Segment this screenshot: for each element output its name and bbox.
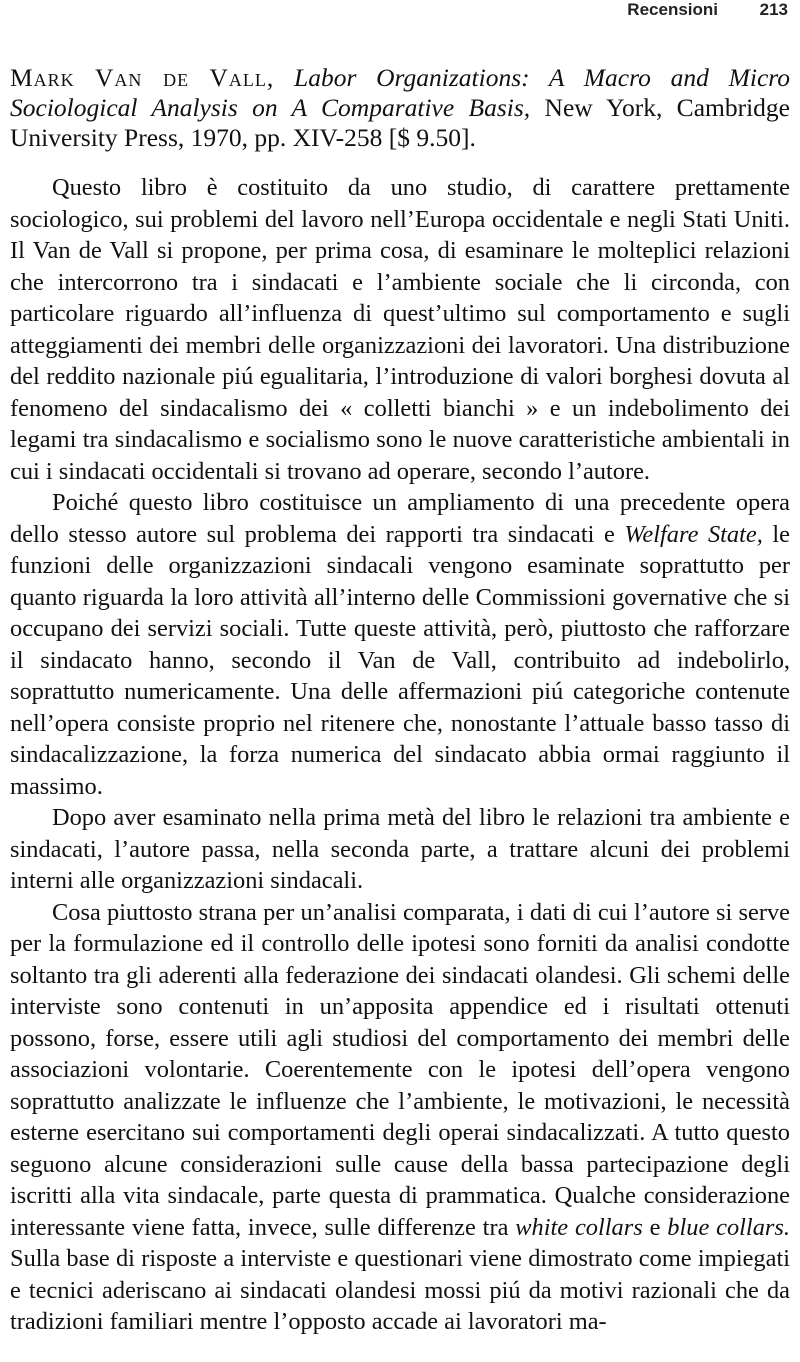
running-header: [0, 0, 800, 22]
publication-info: New York, Cambridge University Press, 1970, pp. XIV-258 [$ 9.50].: [10, 93, 790, 152]
review-body: [10, 172, 790, 1338]
book-author: Mark Van de Vall,: [10, 63, 275, 92]
review-paragraph-4: [10, 897, 790, 1338]
white-collars-term: white collars: [515, 1213, 643, 1241]
section-title: Recensioni: [627, 0, 718, 19]
blue-collars-term: blue collars.: [667, 1213, 790, 1241]
paragraph-2-text-a: Poiché questo libro costituisce un ampliamento di una precedente opera dello stesso autore sul problema dei rapporti tra sindacati e: [10, 489, 790, 548]
book-citation: [10, 63, 790, 153]
review-paragraph-2: [10, 487, 790, 802]
conjunction: e: [649, 1213, 661, 1241]
paragraph-4-text-b: Sulla base di risposte a interviste e questionari viene dimostrato come impiegati e tecnici aderiscano ai sindacati olandesi mossi piú da motivi razionali che da tradizioni familiari mentre l’opposto accade ai lavoratori ma-: [10, 1245, 790, 1335]
review-paragraph-3: Dopo aver esaminato nella prima metà del libro le relazioni tra ambiente e sindacati, l’autore passa, nella seconda parte, a trattare alcuni dei problemi interni alle organizzazioni sindacali.: [10, 804, 790, 894]
welfare-state-term: Welfare State,: [624, 520, 763, 548]
book-title: Labor Organizations: A Macro and Micro Sociological Analysis on A Comparative Basis,: [10, 63, 790, 122]
paragraph-4-text-a: Cosa piuttosto strana per un’analisi comparata, i dati di cui l’autore si serve per la formulazione ed il controllo delle ipotesi sono forniti da analisi condotte soltanto tra gli aderenti alla federazione dei sindacati olandesi. Gli schemi delle interviste sono contenuti in un’apposita appendice ed i risultati ottenuti possono, forse, essere utili agli studiosi del comportamento dei membri delle associazioni volontarie. Coerentemente con le ipotesi dell’opera vengono soprattutto analizzate le influenze che l’ambiente, le motivazioni, le necessità esterne esercitano sui comportamenti degli operai sindacalizzati. A tutto questo seguono alcune considerazioni sulle cause della bassa partecipazione degli iscritti alla vita sindacale, parte questa di prammatica. Qualche considerazione interessante viene fatta, invece, sulle differenze tra: [10, 898, 790, 1241]
page-number: 213: [759, 0, 788, 19]
paragraph-2-text-b: le funzioni delle organizzazioni sindacali vengono esaminate soprattutto per quanto riguarda la loro attività all’interno delle Commissioni governative che si occupano dei servizi sociali. Tutte queste attività, però, piuttosto che rafforzare il sindacato hanno, secondo il Van de Vall, contribuito ad indebolirlo, soprattutto numericamente. Una delle affermazioni piú categoriche contenute nell’opera consiste proprio nel ritenere che, nonostante l’attuale basso tasso di sindacalizzazione, la forza numerica del sindacato abbia ormai raggiunto il massimo.: [10, 520, 790, 800]
review-paragraph-1: Questo libro è costituito da uno studio, di carattere prettamente sociologico, sui problemi del lavoro nell’Europa occidentale e negli Stati Uniti. Il Van de Vall si propone, per prima cosa, di esaminare le molteplici relazioni che intercorrono tra i sindacati e l’ambiente sociale che li circonda, con particolare riguardo all’influenza di quest’ultimo sul comportamento e sugli atteggiamenti dei membri delle organizzazioni dei lavoratori. Una distribuzione del reddito nazionale piú egualitaria, l’introduzione di valori borghesi dovuta al fenomeno del sindacalismo dei « colletti bianchi » e un indebolimento dei legami tra sindacalismo e socialismo sono le nuove caratteristiche ambientali in cui i sindacati occidentali si trovano ad operare, secondo l’autore.: [10, 174, 790, 485]
